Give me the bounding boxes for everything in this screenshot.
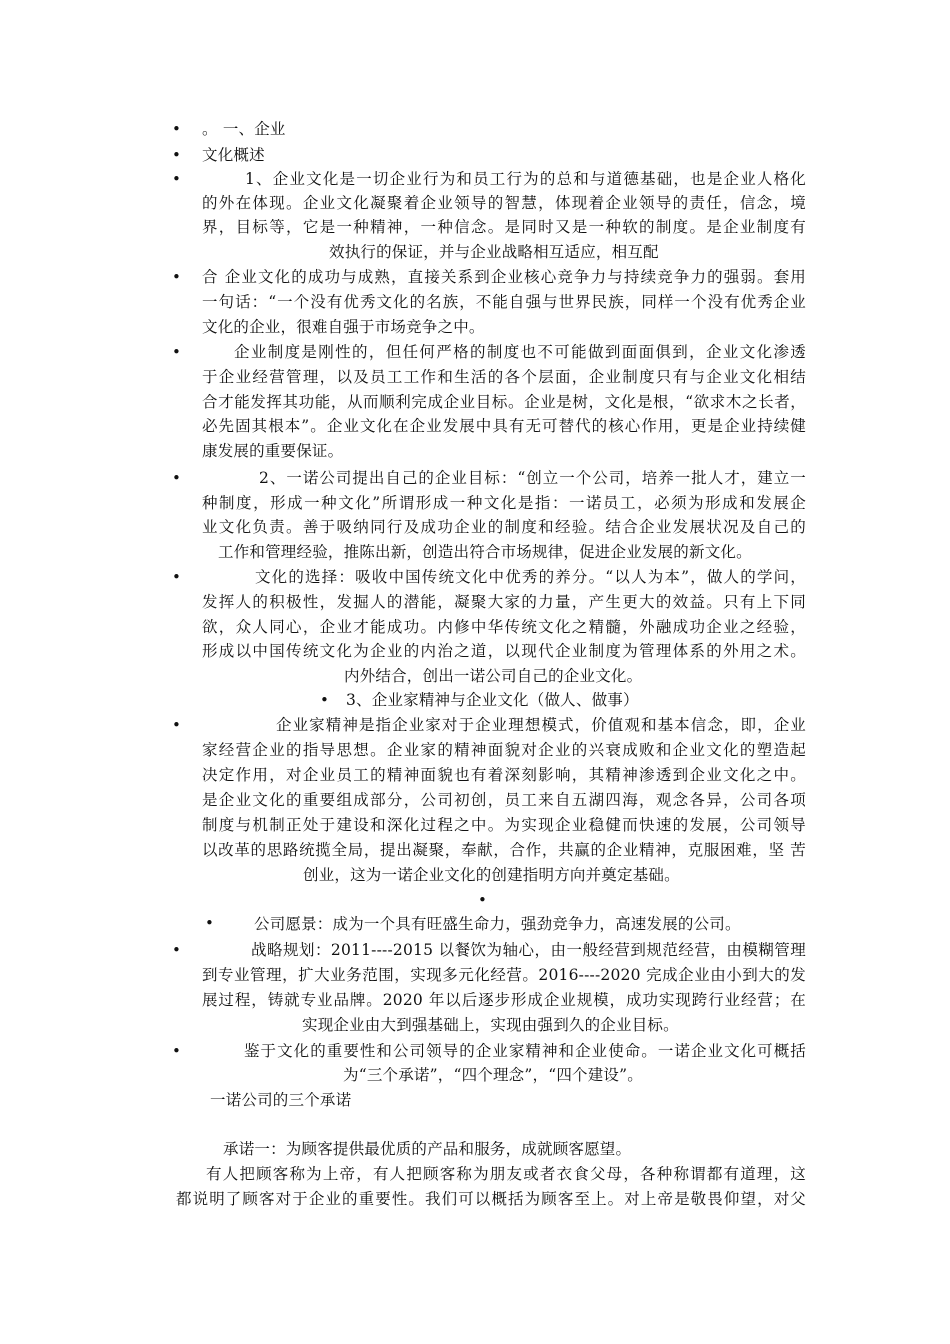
paragraph-line: 为“三个承诺”，“四个理念”，“四个建设”。 [343,1066,643,1084]
bullet-marker: • [172,268,181,286]
paragraph-line: 形成以中国传统文化为企业的内治之道，以现代企业制度为管理体系的外用之术。 [202,642,806,660]
bullet-marker: • [478,891,487,909]
bullet-marker: • [172,146,181,164]
paragraph-line: 有人把顾客称为上帝，有人把顾客称为朋友或者衣食父母，各种称谓都有道理，这 [206,1165,806,1183]
paragraph-line: 是企业文化的重要组成部分，公司初创，员工来自五湖四海，观念各异，公司各项 [202,791,806,809]
bullet-marker: • [205,914,214,932]
subheading-three-promises: 一诺公司的三个承诺 [210,1091,352,1109]
paragraph-line: 欲，众人同心，企业才能成功。内修中华传统文化之精髓，外融成功企业之经验， [202,618,806,636]
paragraph-line: 1、企业文化是一切企业行为和员工行为的总和与道德基础，也是企业人格化 [245,170,806,188]
section-heading: 3、企业家精神与企业文化（做人、做事） [346,691,639,709]
bullet-marker: • [172,1042,181,1060]
heading-enterprise: 。 一、企业 [202,120,286,138]
paragraph-line: 必先固其根本”。企业文化在企业发展中具有无可替代的核心作用，更是企业持续健 [202,417,806,435]
paragraph-line: 企业制度是刚性的，但任何严格的制度也不可能做到面面俱到，企业文化渗透 [234,343,806,361]
bullet-marker: • [172,716,181,734]
paragraph-line: 界，目标等，它是一种精神，一种信念。是同时又是一种软的制度。是企业制度有 [202,218,806,236]
paragraph-line: 2、一诺公司提出自己的企业目标：“创立一个公司，培养一批人才，建立一 [259,469,806,487]
paragraph-line: 公司愿景：成为一个具有旺盛生命力，强劲竞争力，高速发展的公司。 [254,915,741,933]
paragraph-line: 工作和管理经验，推陈出新，创造出符合市场规律，促进企业发展的新文化。 [218,543,752,561]
paragraph-line: 康发展的重要保证。 [202,442,344,460]
paragraph-line: 实现企业由大到强基础上，实现由强到久的企业目标。 [302,1016,679,1034]
paragraph-line: 业文化负责。善于吸纳同行及成功企业的制度和经验。结合企业发展状况及自己的 [202,518,806,536]
paragraph-line: 效执行的保证，并与企业战略相互适应，相互配 [329,243,659,261]
paragraph-line: 创业，这为一诺企业文化的创建指明方向并奠定基础。 [303,866,680,884]
paragraph-line: 都说明了顾客对于企业的重要性。我们可以概括为顾客至上。对上帝是敬畏仰望，对父 [176,1190,806,1208]
paragraph-line: 企业家精神是指企业家对于企业理想模式，价值观和基本信念，即，企业 [276,716,806,734]
paragraph-line: 文化的选择：吸收中国传统文化中优秀的养分。“以人为本”，做人的学问， [255,568,806,586]
paragraph-line: 文化的企业，很难自强于市场竞争之中。 [202,318,485,336]
bullet-marker: • [172,343,181,361]
paragraph-line: 家经营企业的指导思想。企业家的精神面貌对企业的兴衰成败和企业文化的塑造起 [202,741,806,759]
paragraph-line: 到专业管理，扩大业务范围，实现多元化经营。2016----2020 完成企业由小到大的发 [202,966,806,984]
bullet-marker: • [320,691,329,709]
paragraph-line: 于企业经营管理，以及员工工作和生活的各个层面，企业制度只有与企业文化相结 [202,368,806,386]
paragraph-line: 鉴于文化的重要性和公司领导的企业家精神和企业使命。一诺企业文化可概括 [244,1042,806,1060]
paragraph-line: 一句话：“一个没有优秀文化的名族，不能自强与世界民族，同样一个没有优秀企业 [202,293,806,311]
paragraph-line: 展过程，铸就专业品牌。2020 年以后逐步形成企业规模，成功实现跨行业经营；在 [202,991,806,1009]
paragraph-line: 的外在体现。企业文化凝聚着企业领导的智慧，体现着企业领导的责任，信念，境 [202,194,806,212]
paragraph-line: 承诺一：为顾客提供最优质的产品和服务，成就顾客愿望。 [223,1140,632,1158]
bullet-marker: • [172,568,181,586]
paragraph-line: 合 企业文化的成功与成熟，直接关系到企业核心竞争力与持续竞争力的强弱。套用 [202,268,806,286]
paragraph-line: 以改革的思路统揽全局，提出凝聚，奉献，合作，共赢的企业精神，克服困难，坚 苦 [202,841,806,859]
paragraph-line: 决定作用，对企业员工的精神面貌也有着深刻影响，其精神渗透到企业文化之中。 [202,766,806,784]
heading-overview: 文化概述 [202,146,265,164]
bullet-marker: • [172,469,181,487]
paragraph-line: 战略规划：2011----2015 以餐饮为轴心，由一般经营到规范经营，由模糊管理 [251,941,806,959]
paragraph-line: 制度与机制正处于建设和深化过程之中。为实现企业稳健而快速的发展，公司领导 [202,816,806,834]
bullet-marker: • [172,170,181,188]
bullet-marker: • [172,120,181,138]
bullet-marker: • [172,941,181,959]
paragraph-line: 合才能发挥其功能，从而顺利完成企业目标。企业是树，文化是根，“欲求木之长者， [202,393,806,411]
paragraph-line: 种制度，形成一种文化”所谓形成一种文化是指：一诺员工，必须为形成和发展企 [202,494,806,512]
paragraph-line: 内外结合，创出一诺公司自己的企业文化。 [344,667,643,685]
paragraph-line: 发挥人的积极性，发掘人的潜能，凝聚大家的力量，产生更大的效益。只有上下同 [202,593,806,611]
